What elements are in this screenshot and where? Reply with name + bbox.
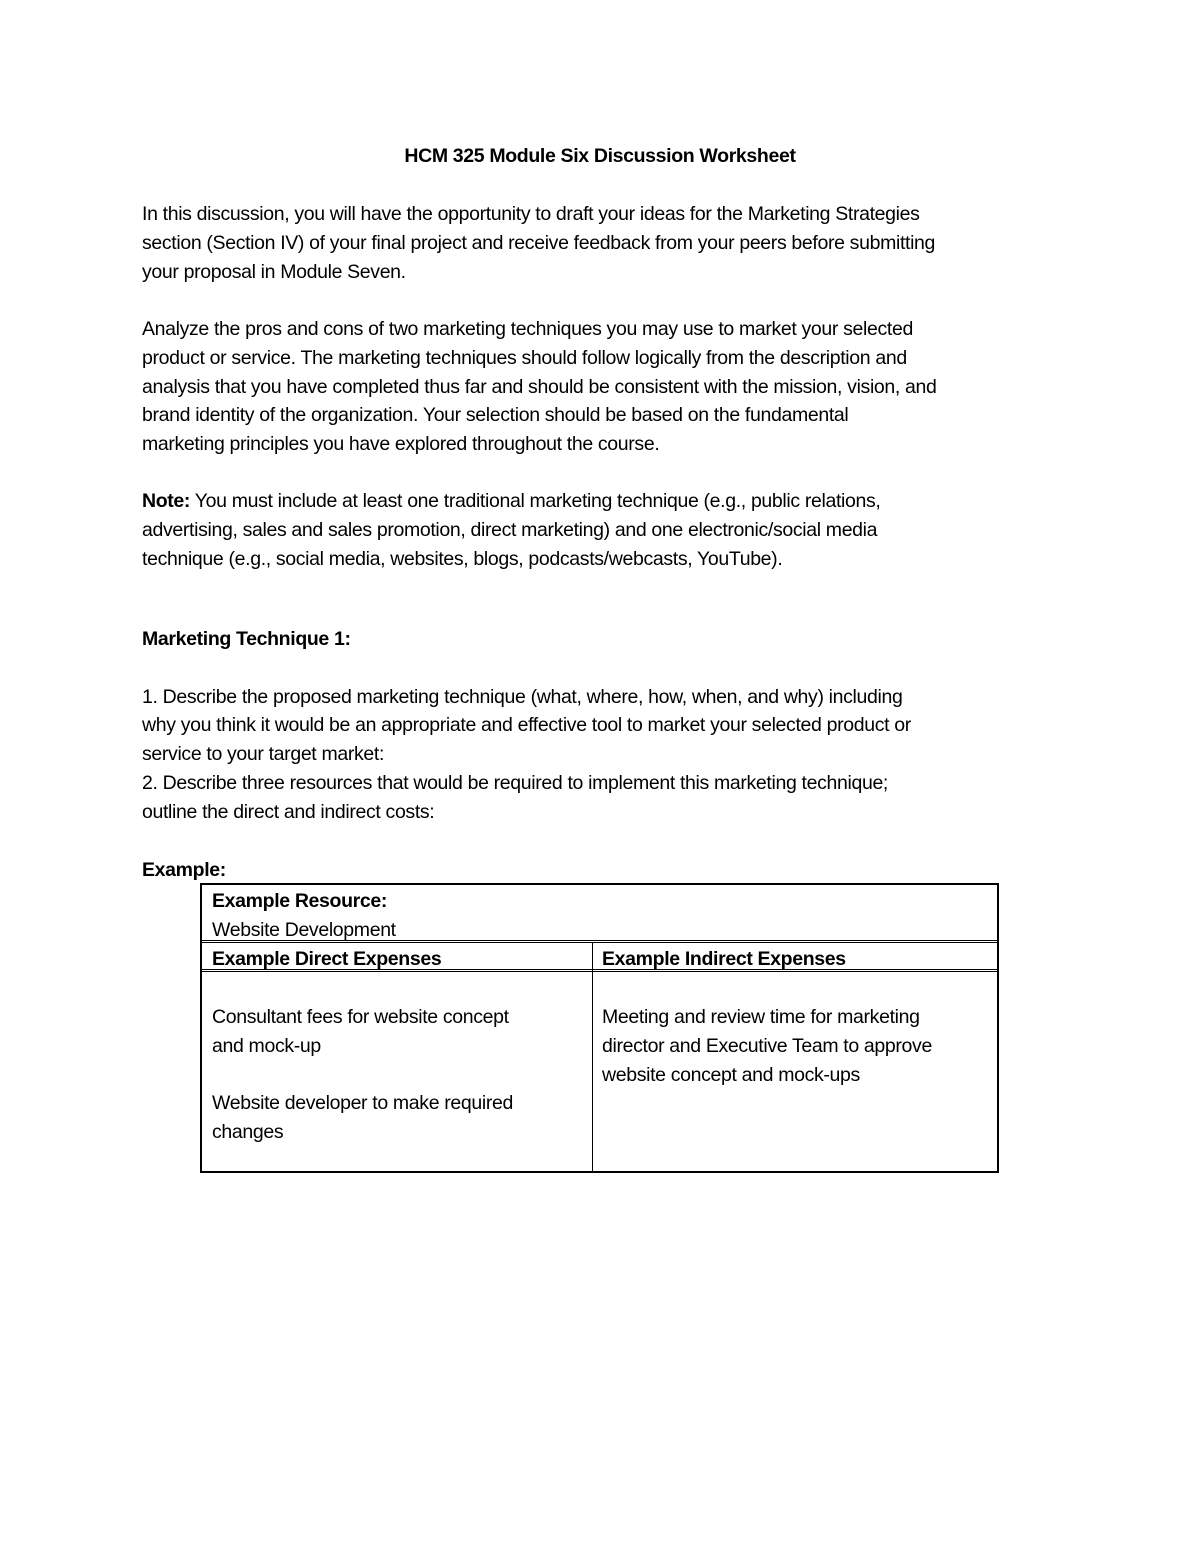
question-line: outline the direct and indirect costs: bbox=[142, 801, 435, 823]
analyze-line: brand identity of the organization. Your selection should be based on the fundamental bbox=[142, 404, 849, 426]
indirect-header: Example Indirect Expenses bbox=[602, 948, 846, 970]
page-title: HCM 325 Module Six Discussion Worksheet bbox=[404, 145, 796, 167]
analyze-line: Analyze the pros and cons of two marketing techniques you may use to market your selected bbox=[142, 318, 913, 340]
example-table bbox=[200, 883, 999, 1173]
technique-heading: Marketing Technique 1: bbox=[142, 628, 351, 650]
indirect-cell-line: director and Executive Team to approve bbox=[602, 1035, 932, 1057]
direct-header: Example Direct Expenses bbox=[212, 948, 442, 970]
resource-label: Example Resource: bbox=[212, 890, 388, 912]
note-label: Note: bbox=[142, 490, 191, 512]
analyze-line: product or service. The marketing techniques should follow logically from the description and bbox=[142, 347, 907, 369]
direct-cell-line: Consultant fees for website concept bbox=[212, 1006, 509, 1028]
indirect-cell-line: Meeting and review time for marketing bbox=[602, 1006, 920, 1028]
direct-cell-line: and mock-up bbox=[212, 1035, 321, 1057]
direct-cell-line: changes bbox=[212, 1121, 284, 1143]
column-divider bbox=[592, 943, 593, 1171]
question-line: 1. Describe the proposed marketing technique (what, where, how, when, and why) including bbox=[142, 686, 903, 708]
question-line: why you think it would be an appropriate and effective tool to market your selected product or bbox=[142, 714, 911, 736]
example-label: Example: bbox=[142, 859, 226, 881]
indirect-cell-line: website concept and mock-ups bbox=[602, 1064, 860, 1086]
analyze-line: analysis that you have completed thus far and should be consistent with the mission, vision, and bbox=[142, 376, 937, 398]
intro-line: section (Section IV) of your final project and receive feedback from your peers before submitting bbox=[142, 232, 936, 254]
note-line: advertising, sales and sales promotion, direct marketing) and one electronic/social media bbox=[142, 519, 878, 541]
analyze-line: marketing principles you have explored throughout the course. bbox=[142, 433, 660, 455]
question-line: service to your target market: bbox=[142, 743, 385, 765]
resource-value: Website Development bbox=[212, 919, 396, 941]
question-line: 2. Describe three resources that would be required to implement this marketing technique; bbox=[142, 772, 889, 794]
direct-cell-line: Website developer to make required bbox=[212, 1092, 513, 1114]
note-line: technique (e.g., social media, websites, blogs, podcasts/webcasts, YouTube). bbox=[142, 548, 783, 570]
note-text: You must include at least one traditional marketing technique (e.g., public relations, bbox=[190, 490, 881, 512]
intro-line: In this discussion, you will have the opportunity to draft your ideas for the Marketing Strategies bbox=[142, 203, 920, 225]
note-line bbox=[142, 489, 880, 513]
intro-line: your proposal in Module Seven. bbox=[142, 261, 406, 283]
